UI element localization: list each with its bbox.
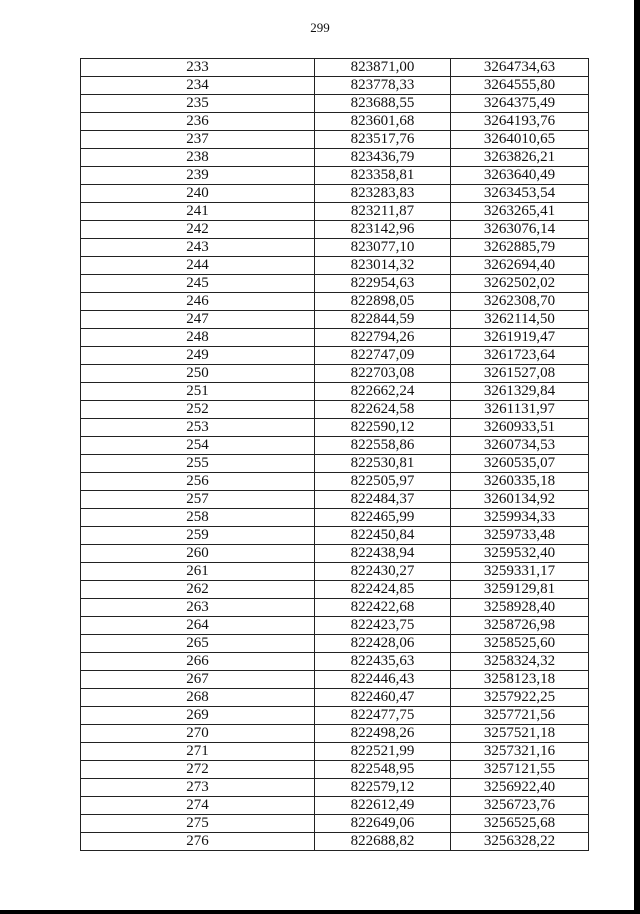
point-number-cell: 249 [81, 347, 315, 365]
y-coordinate-cell: 3262308,70 [451, 293, 589, 311]
y-coordinate-cell: 3258525,60 [451, 635, 589, 653]
y-coordinate-cell: 3256525,68 [451, 815, 589, 833]
table-row [81, 635, 589, 653]
point-number-cell: 253 [81, 419, 315, 437]
x-coordinate-cell: 823142,96 [315, 221, 451, 239]
x-coordinate-cell: 823436,79 [315, 149, 451, 167]
point-number-cell: 271 [81, 743, 315, 761]
y-coordinate-cell: 3261723,64 [451, 347, 589, 365]
x-coordinate-cell: 822521,99 [315, 743, 451, 761]
y-coordinate-cell: 3258928,40 [451, 599, 589, 617]
table-row [81, 671, 589, 689]
y-coordinate-cell: 3259129,81 [451, 581, 589, 599]
point-number-cell: 248 [81, 329, 315, 347]
point-number-cell: 239 [81, 167, 315, 185]
x-coordinate-cell: 822624,58 [315, 401, 451, 419]
table-row [81, 527, 589, 545]
point-number-cell: 267 [81, 671, 315, 689]
y-coordinate-cell: 3262114,50 [451, 311, 589, 329]
table-row [81, 599, 589, 617]
y-coordinate-cell: 3259532,40 [451, 545, 589, 563]
point-number-cell: 273 [81, 779, 315, 797]
table-row [81, 365, 589, 383]
table-row [81, 815, 589, 833]
table-row [81, 545, 589, 563]
y-coordinate-cell: 3264734,63 [451, 59, 589, 77]
x-coordinate-cell: 823871,00 [315, 59, 451, 77]
x-coordinate-cell: 822422,68 [315, 599, 451, 617]
table-row [81, 149, 589, 167]
table-row [81, 401, 589, 419]
x-coordinate-cell: 822794,26 [315, 329, 451, 347]
x-coordinate-cell: 823283,83 [315, 185, 451, 203]
point-number-cell: 234 [81, 77, 315, 95]
point-number-cell: 272 [81, 761, 315, 779]
table-row [81, 311, 589, 329]
y-coordinate-cell: 3259331,17 [451, 563, 589, 581]
x-coordinate-cell: 822688,82 [315, 833, 451, 851]
table-row [81, 239, 589, 257]
x-coordinate-cell: 823517,76 [315, 131, 451, 149]
table-row [81, 797, 589, 815]
table-row [81, 653, 589, 671]
y-coordinate-cell: 3260933,51 [451, 419, 589, 437]
x-coordinate-cell: 822530,81 [315, 455, 451, 473]
point-number-cell: 247 [81, 311, 315, 329]
x-coordinate-cell: 823014,32 [315, 257, 451, 275]
y-coordinate-cell: 3260734,53 [451, 437, 589, 455]
point-number-cell: 266 [81, 653, 315, 671]
scan-edge-right [634, 0, 640, 914]
x-coordinate-cell: 822548,95 [315, 761, 451, 779]
x-coordinate-cell: 822438,94 [315, 545, 451, 563]
coordinates-table [80, 58, 589, 851]
table-row [81, 347, 589, 365]
x-coordinate-cell: 823077,10 [315, 239, 451, 257]
point-number-cell: 238 [81, 149, 315, 167]
table-row [81, 743, 589, 761]
y-coordinate-cell: 3258726,98 [451, 617, 589, 635]
y-coordinate-cell: 3262694,40 [451, 257, 589, 275]
point-number-cell: 252 [81, 401, 315, 419]
table-row [81, 617, 589, 635]
point-number-cell: 258 [81, 509, 315, 527]
x-coordinate-cell: 822703,08 [315, 365, 451, 383]
x-coordinate-cell: 822435,63 [315, 653, 451, 671]
point-number-cell: 276 [81, 833, 315, 851]
y-coordinate-cell: 3259934,33 [451, 509, 589, 527]
point-number-cell: 274 [81, 797, 315, 815]
y-coordinate-cell: 3262885,79 [451, 239, 589, 257]
x-coordinate-cell: 822898,05 [315, 293, 451, 311]
table-row [81, 491, 589, 509]
x-coordinate-cell: 822423,75 [315, 617, 451, 635]
x-coordinate-cell: 822649,06 [315, 815, 451, 833]
table-row [81, 581, 589, 599]
point-number-cell: 250 [81, 365, 315, 383]
table-row [81, 833, 589, 851]
x-coordinate-cell: 822484,37 [315, 491, 451, 509]
y-coordinate-cell: 3256922,40 [451, 779, 589, 797]
y-coordinate-cell: 3264010,65 [451, 131, 589, 149]
x-coordinate-cell: 822465,99 [315, 509, 451, 527]
x-coordinate-cell: 822505,97 [315, 473, 451, 491]
table-row [81, 779, 589, 797]
point-number-cell: 241 [81, 203, 315, 221]
y-coordinate-cell: 3262502,02 [451, 275, 589, 293]
y-coordinate-cell: 3257121,55 [451, 761, 589, 779]
page-number: 299 [310, 20, 330, 35]
point-number-cell: 263 [81, 599, 315, 617]
table-row [81, 257, 589, 275]
y-coordinate-cell: 3263826,21 [451, 149, 589, 167]
point-number-cell: 245 [81, 275, 315, 293]
table-row [81, 725, 589, 743]
point-number-cell: 236 [81, 113, 315, 131]
x-coordinate-cell: 822424,85 [315, 581, 451, 599]
table-row [81, 185, 589, 203]
y-coordinate-cell: 3261919,47 [451, 329, 589, 347]
x-coordinate-cell: 823358,81 [315, 167, 451, 185]
x-coordinate-cell: 822590,12 [315, 419, 451, 437]
y-coordinate-cell: 3261131,97 [451, 401, 589, 419]
point-number-cell: 233 [81, 59, 315, 77]
y-coordinate-cell: 3256328,22 [451, 833, 589, 851]
y-coordinate-cell: 3257321,16 [451, 743, 589, 761]
x-coordinate-cell: 822430,27 [315, 563, 451, 581]
table-row [81, 77, 589, 95]
point-number-cell: 262 [81, 581, 315, 599]
table-row [81, 689, 589, 707]
point-number-cell: 244 [81, 257, 315, 275]
x-coordinate-cell: 823601,68 [315, 113, 451, 131]
y-coordinate-cell: 3259733,48 [451, 527, 589, 545]
point-number-cell: 237 [81, 131, 315, 149]
table-row [81, 329, 589, 347]
y-coordinate-cell: 3263453,54 [451, 185, 589, 203]
x-coordinate-cell: 822844,59 [315, 311, 451, 329]
point-number-cell: 264 [81, 617, 315, 635]
point-number-cell: 261 [81, 563, 315, 581]
point-number-cell: 268 [81, 689, 315, 707]
point-number-cell: 246 [81, 293, 315, 311]
y-coordinate-cell: 3260134,92 [451, 491, 589, 509]
point-number-cell: 251 [81, 383, 315, 401]
y-coordinate-cell: 3261329,84 [451, 383, 589, 401]
table-row [81, 95, 589, 113]
x-coordinate-cell: 823778,33 [315, 77, 451, 95]
point-number-cell: 235 [81, 95, 315, 113]
y-coordinate-cell: 3263076,14 [451, 221, 589, 239]
table-row [81, 509, 589, 527]
table-row [81, 455, 589, 473]
table-row [81, 275, 589, 293]
x-coordinate-cell: 822450,84 [315, 527, 451, 545]
y-coordinate-cell: 3260335,18 [451, 473, 589, 491]
x-coordinate-cell: 822446,43 [315, 671, 451, 689]
point-number-cell: 259 [81, 527, 315, 545]
x-coordinate-cell: 822428,06 [315, 635, 451, 653]
table-row [81, 131, 589, 149]
point-number-cell: 243 [81, 239, 315, 257]
y-coordinate-cell: 3264193,76 [451, 113, 589, 131]
table-body [81, 59, 589, 851]
y-coordinate-cell: 3261527,08 [451, 365, 589, 383]
table-row [81, 221, 589, 239]
x-coordinate-cell: 822558,86 [315, 437, 451, 455]
point-number-cell: 269 [81, 707, 315, 725]
table-row [81, 293, 589, 311]
x-coordinate-cell: 822477,75 [315, 707, 451, 725]
x-coordinate-cell: 822579,12 [315, 779, 451, 797]
x-coordinate-cell: 822662,24 [315, 383, 451, 401]
point-number-cell: 275 [81, 815, 315, 833]
y-coordinate-cell: 3257521,18 [451, 725, 589, 743]
point-number-cell: 256 [81, 473, 315, 491]
y-coordinate-cell: 3264555,80 [451, 77, 589, 95]
point-number-cell: 254 [81, 437, 315, 455]
table-row [81, 419, 589, 437]
table-row [81, 383, 589, 401]
x-coordinate-cell: 822612,49 [315, 797, 451, 815]
table-row [81, 473, 589, 491]
point-number-cell: 260 [81, 545, 315, 563]
point-number-cell: 242 [81, 221, 315, 239]
scan-edge-bottom [0, 910, 640, 914]
point-number-cell: 265 [81, 635, 315, 653]
point-number-cell: 257 [81, 491, 315, 509]
table-row [81, 167, 589, 185]
table-row [81, 113, 589, 131]
y-coordinate-cell: 3256723,76 [451, 797, 589, 815]
x-coordinate-cell: 822954,63 [315, 275, 451, 293]
point-number-cell: 270 [81, 725, 315, 743]
x-coordinate-cell: 823211,87 [315, 203, 451, 221]
table-row [81, 707, 589, 725]
table-row [81, 437, 589, 455]
y-coordinate-cell: 3258123,18 [451, 671, 589, 689]
y-coordinate-cell: 3263265,41 [451, 203, 589, 221]
table-row [81, 203, 589, 221]
y-coordinate-cell: 3257922,25 [451, 689, 589, 707]
y-coordinate-cell: 3260535,07 [451, 455, 589, 473]
y-coordinate-cell: 3264375,49 [451, 95, 589, 113]
x-coordinate-cell: 822460,47 [315, 689, 451, 707]
y-coordinate-cell: 3263640,49 [451, 167, 589, 185]
table-row [81, 761, 589, 779]
x-coordinate-cell: 822498,26 [315, 725, 451, 743]
x-coordinate-cell: 823688,55 [315, 95, 451, 113]
point-number-cell: 240 [81, 185, 315, 203]
table-row [81, 59, 589, 77]
x-coordinate-cell: 822747,09 [315, 347, 451, 365]
point-number-cell: 255 [81, 455, 315, 473]
y-coordinate-cell: 3257721,56 [451, 707, 589, 725]
y-coordinate-cell: 3258324,32 [451, 653, 589, 671]
table-row [81, 563, 589, 581]
